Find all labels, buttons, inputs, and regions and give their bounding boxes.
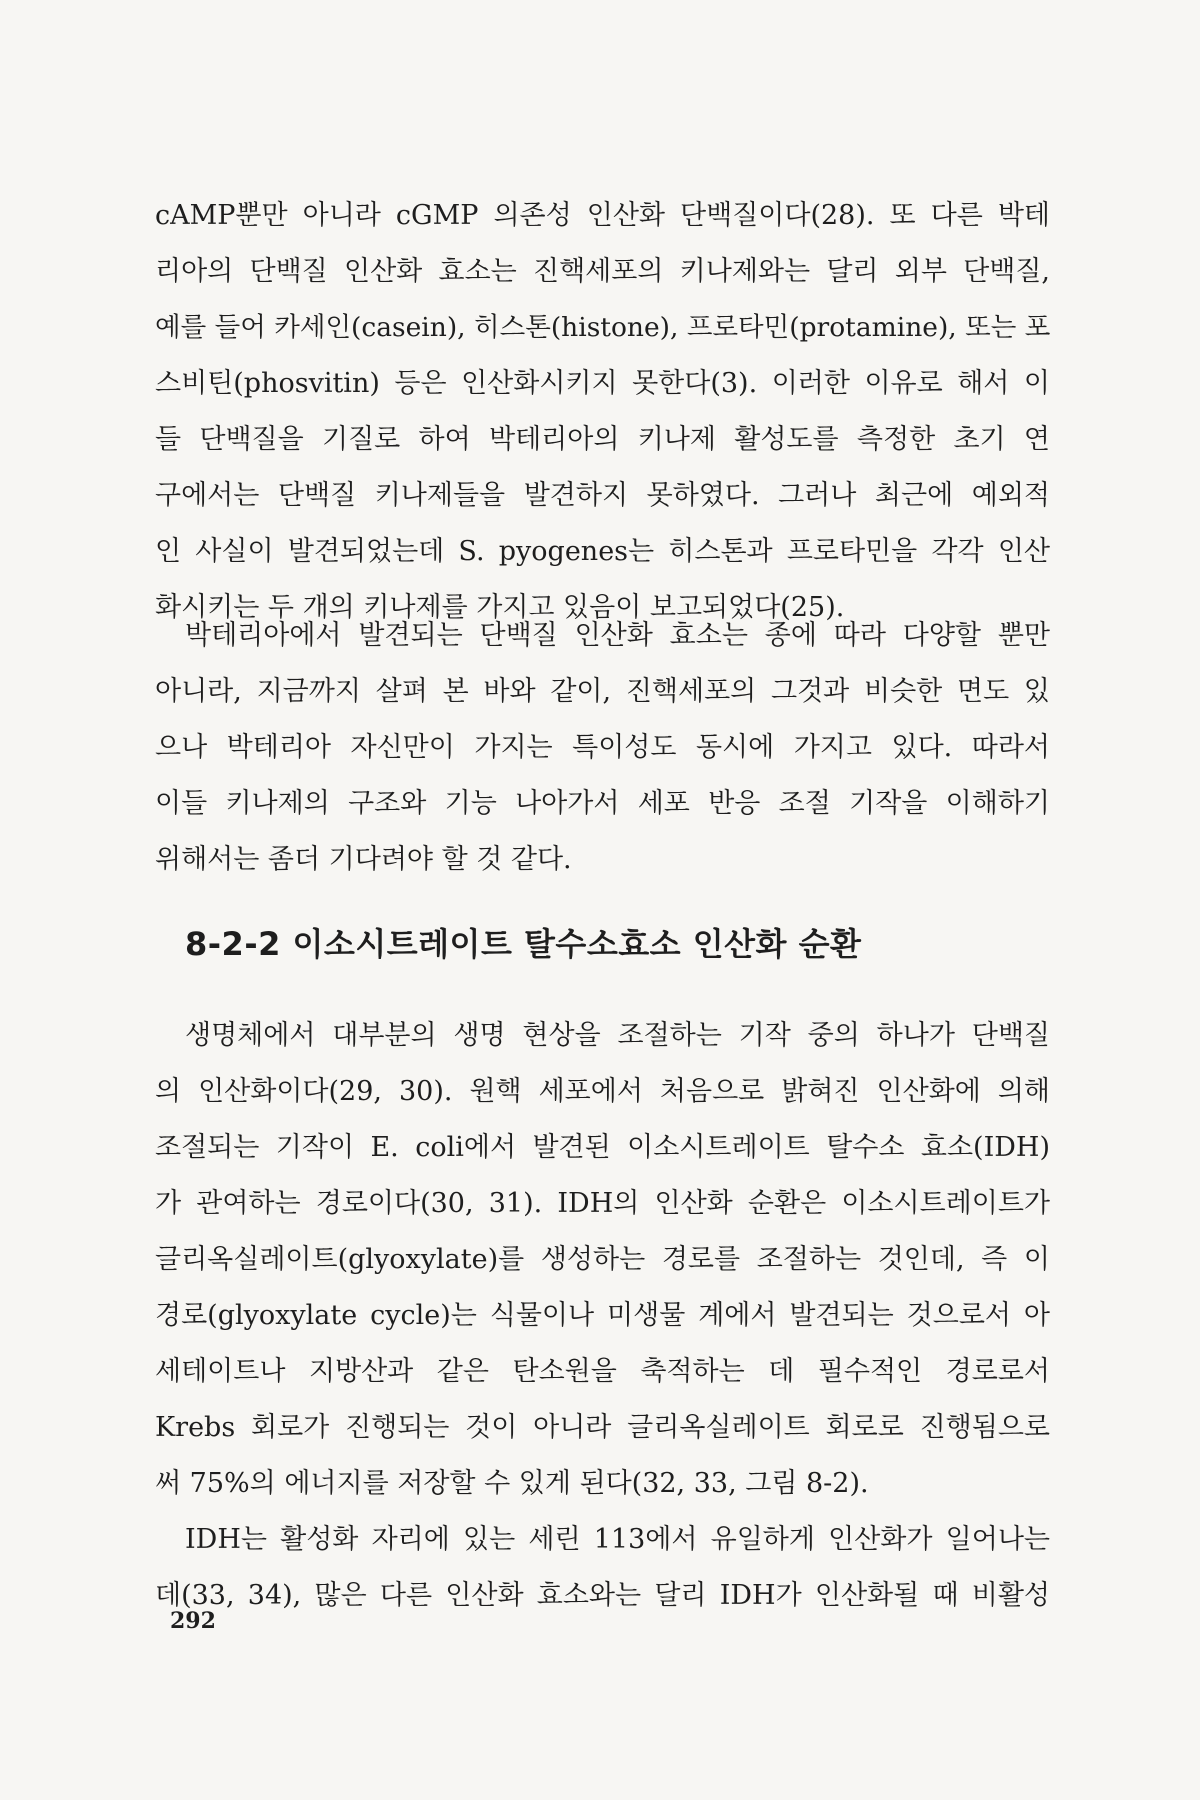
text-line: 예를 들어 카세인(casein), 히스톤(histone), 프로타민(protamine), 또는 포	[155, 312, 1051, 343]
text-line: 으나 박테리아 자신만이 가지는 특이성도 동시에 가지고 있다. 따라서	[155, 732, 1050, 763]
text-line: 스비틴(phosvitin) 등은 인산화시키지 못한다(3). 이러한 이유로 해서 이	[155, 368, 1050, 399]
text-line: 데(33, 34), 많은 다른 인산화 효소와는 달리 IDH가 인산화될 때 비활성	[155, 1580, 1050, 1611]
section-heading: 8-2-2 이소시트레이트 탈수소효소 인산화 순환	[185, 925, 862, 963]
text-line: Krebs 회로가 진행되는 것이 아니라 글리옥실레이트 회로로 진행됨으로	[155, 1412, 1050, 1443]
text-line: 들 단백질을 기질로 하여 박테리아의 키나제 활성도를 측정한 초기 연	[155, 424, 1050, 455]
text-line: 박테리아에서 발견되는 단백질 인산화 효소는 종에 따라 다양할 뿐만	[185, 620, 1050, 651]
text-line: 세테이트나 지방산과 같은 탄소원을 축적하는 데 필수적인 경로로서	[155, 1356, 1050, 1387]
text-line: 이들 키나제의 구조와 기능 나아가서 세포 반응 조절 기작을 이해하기	[155, 788, 1050, 819]
text-line: 글리옥실레이트(glyoxylate)를 생성하는 경로를 조절하는 것인데, 즉 이	[155, 1244, 1050, 1275]
text-line: 써 75%의 에너지를 저장할 수 있게 된다(32, 33, 그림 8-2).	[155, 1468, 869, 1499]
text-line: 리아의 단백질 인산화 효소는 진핵세포의 키나제와는 달리 외부 단백질,	[155, 256, 1050, 287]
page-number: 292	[170, 1608, 216, 1634]
text-line: 위해서는 좀더 기다려야 할 것 같다.	[155, 844, 572, 875]
text-line: 아니라, 지금까지 살펴 본 바와 같이, 진핵세포의 그것과 비슷한 면도 있	[155, 676, 1050, 707]
text-line: IDH는 활성화 자리에 있는 세린 113에서 유일하게 인산화가 일어나는	[185, 1524, 1050, 1555]
text-line: 화시키는 두 개의 키나제를 가지고 있음이 보고되었다(25).	[155, 592, 845, 623]
text-line: 경로(glyoxylate cycle)는 식물이나 미생물 계에서 발견되는 것으로서 아	[155, 1300, 1050, 1331]
text-line: 구에서는 단백질 키나제들을 발견하지 못하였다. 그러나 최근에 예외적	[155, 480, 1050, 511]
text-line: 가 관여하는 경로이다(30, 31). IDH의 인산화 순환은 이소시트레이트가	[155, 1188, 1050, 1219]
text-line: cAMP뿐만 아니라 cGMP 의존성 인산화 단백질이다(28). 또 다른 박테	[155, 200, 1050, 231]
text-line: 의 인산화이다(29, 30). 원핵 세포에서 처음으로 밝혀진 인산화에 의해	[155, 1076, 1050, 1107]
text-line: 생명체에서 대부분의 생명 현상을 조절하는 기작 중의 하나가 단백질	[185, 1020, 1050, 1051]
text-line: 인 사실이 발견되었는데 S. pyogenes는 히스톤과 프로타민을 각각 인산	[155, 536, 1050, 567]
text-line: 조절되는 기작이 E. coli에서 발견된 이소시트레이트 탈수소 효소(IDH)	[155, 1132, 1050, 1163]
